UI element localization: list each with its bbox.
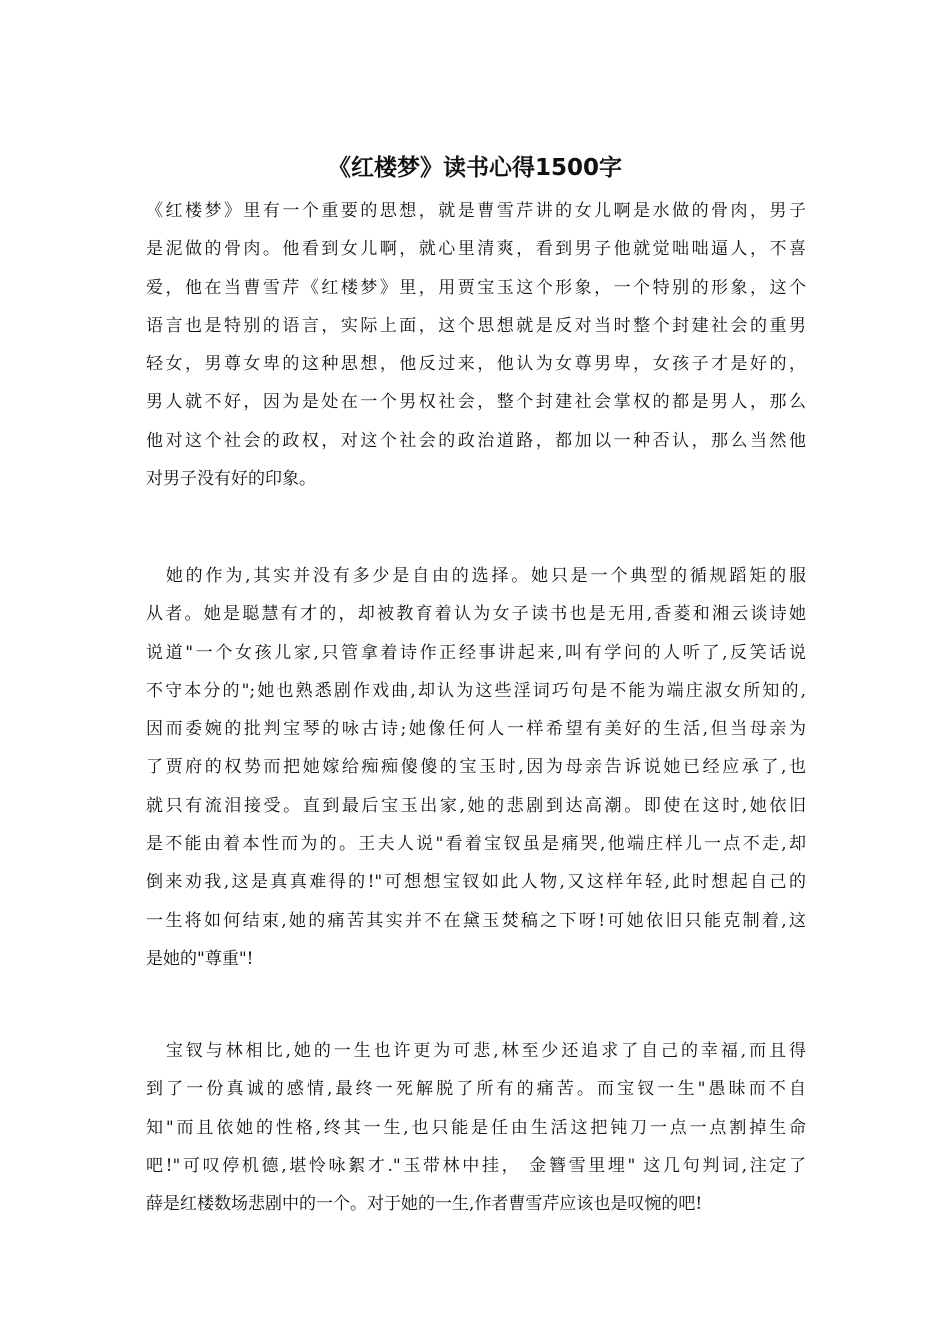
paragraph-line: 是泥做的骨肉。他看到女儿啊，就心里清爽，看到男子他就觉咄咄逼人，不喜: [146, 239, 806, 260]
paragraph-line: 到了一份真诚的感情,最终一死解脱了所有的痛苦。而宝钗一生"愚昧而不自: [146, 1079, 806, 1100]
paragraph-line: 宝钗与林相比,她的一生也许更为可悲,林至少还追求了自己的幸福,而且得: [146, 1041, 806, 1061]
paragraph-line: 吧!"可叹停机德,堪怜咏絮才."玉带林中挂， 金簪雪里埋" 这几句判词,注定了: [146, 1155, 806, 1176]
paragraph-line: 爱，他在当曹雪芹《红楼梦》里，用贾宝玉这个形象，一个特别的形象，这个: [146, 277, 806, 298]
paragraph-line: 说道"一个女孩儿家,只管拿着诗作正经事讲起来,叫有学问的人听了,反笑话说: [146, 642, 806, 663]
paragraph-line: 对男子没有好的印象。: [146, 469, 316, 490]
paragraph-line: 了贾府的权势而把她嫁给痴痴傻傻的宝玉时,因为母亲告诉说她已经应承了,也: [146, 757, 806, 778]
paragraph-line: 语言也是特别的语言，实际上面，这个思想就是反对当时整个封建社会的重男: [146, 315, 806, 336]
paragraph-1: [146, 192, 806, 498]
paragraph-line: 男人就不好，因为是处在一个男权社会，整个封建社会掌权的都是男人，那么: [146, 392, 806, 413]
document-title: 《红楼梦》读书心得1500字: [327, 155, 622, 181]
paragraph-3: [146, 1032, 806, 1223]
paragraph-line: 因而委婉的批判宝琴的咏古诗;她像任何人一样希望有美好的生活,但当母亲为: [146, 719, 806, 740]
paragraph-line: 她的作为,其实并没有多少是自由的选择。她只是一个典型的循规蹈矩的服: [146, 566, 806, 586]
paragraph-line: 轻女，男尊女卑的这种思想，他反过来，他认为女尊男卑，女孩子才是好的，: [146, 354, 806, 375]
paragraph-line: 倒来劝我,这是真真难得的!"可想想宝钗如此人物,又这样年轻,此时想起自己的: [146, 872, 806, 893]
paragraph-line: 就只有流泪接受。直到最后宝玉出家,她的悲剧到达高潮。即使在这时,她依旧: [146, 795, 806, 816]
paragraph-line: 不守本分的";她也熟悉剧作戏曲,却认为这些淫词巧句是不能为端庄淑女所知的,: [146, 680, 806, 701]
paragraph-line: 薛是红楼数场悲剧中的一个。对于她的一生,作者曹雪芹应该也是叹惋的吧!: [146, 1194, 703, 1215]
paragraph-line: 《红楼梦》里有一个重要的思想，就是曹雪芹讲的女儿啊是水做的骨肉，男子: [146, 201, 806, 221]
paragraph-line: 从者。她是聪慧有才的，却被教育着认为女子读书也是无用,香菱和湘云谈诗她: [146, 604, 806, 625]
paragraph-line: 他对这个社会的政权，对这个社会的政治道路，都加以一种否认，那么当然他: [146, 430, 806, 451]
paragraph-line: 知"而且依她的性格,终其一生,也只能是任由生活这把钝刀一点一点割掉生命: [146, 1117, 806, 1138]
paragraph-2: [146, 557, 806, 978]
paragraph-line: 是不能由着本性而为的。王夫人说"看着宝钗虽是痛哭,他端庄样儿一点不走,却: [146, 834, 806, 855]
paragraph-line: 一生将如何结束,她的痛苦其实并不在黛玉焚稿之下呀!可她依旧只能克制着,这: [146, 910, 806, 931]
paragraph-line: 是她的"尊重"!: [146, 948, 254, 969]
